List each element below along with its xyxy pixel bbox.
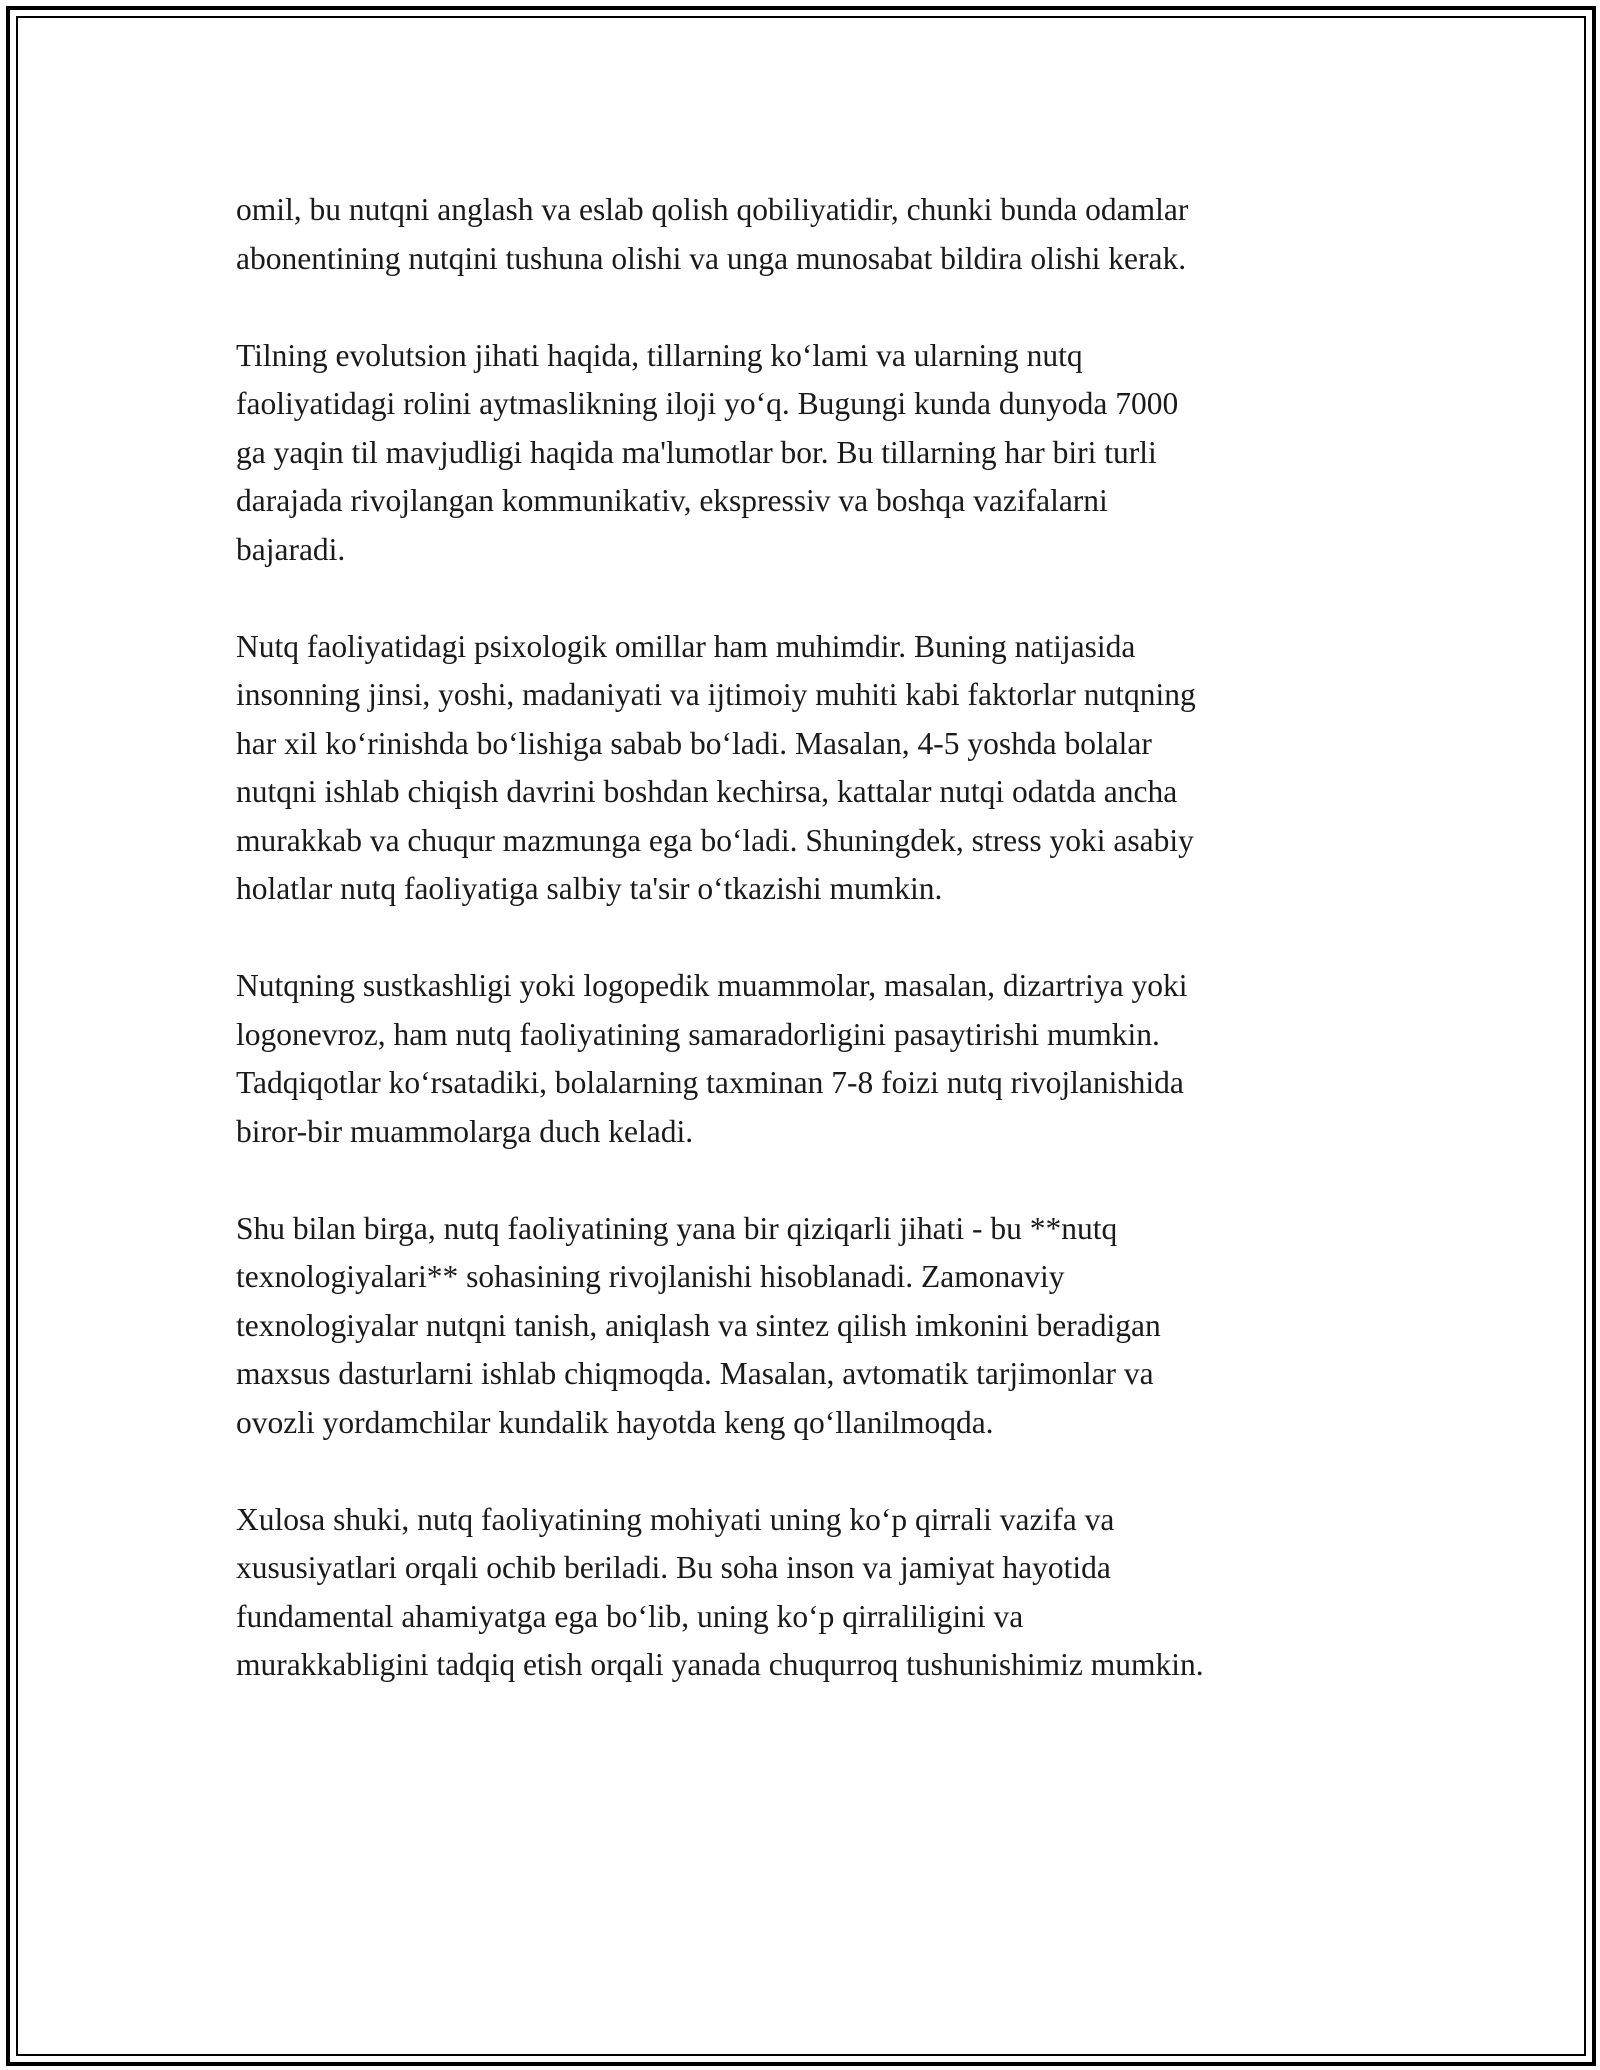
text-line: fundamental ahamiyatga ega bo‘lib, uning ko‘p qirraliligini va bbox=[236, 1598, 1024, 1634]
text-line: insonning jinsi, yoshi, madaniyati va ijtimoiy muhiti kabi faktorlar nutqning bbox=[236, 677, 1196, 712]
text-line: har xil ko‘rinishda bo‘lishiga sabab bo‘ladi. Masalan, 4-5 yoshda bolalar bbox=[236, 725, 1152, 761]
text-line: bajaradi. bbox=[236, 531, 346, 567]
text-line: texnologiyalar nutqni tanish, aniqlash va sintez qilish imkonini beradigan bbox=[236, 1307, 1161, 1343]
paragraph-6 bbox=[236, 1496, 1386, 1690]
text-line: murakkab va chuqur mazmunga ega bo‘ladi. Shuningdek, stress yoki asabiy bbox=[236, 822, 1194, 858]
paragraph-1 bbox=[236, 186, 1386, 283]
text-line: Xulosa shuki, nutq faoliyatining mohiyati uning ko‘p qirrali vazifa va bbox=[236, 1501, 1115, 1537]
text-line: ga yaqin til mavjudligi haqida ma'lumotlar bor. Bu tillarning har biri turli bbox=[236, 434, 1157, 470]
text-line: abonentining nutqini tushuna olishi va unga munosabat bildira olishi kerak. bbox=[236, 240, 1187, 276]
paragraph-3 bbox=[236, 623, 1386, 914]
text-line: texnologiyalari** sohasining rivojlanishi hisoblanadi. Zamonaviy bbox=[236, 1259, 1065, 1294]
text-line: xususiyatlari orqali ochib beriladi. Bu soha inson va jamiyat hayotida bbox=[236, 1550, 1111, 1585]
paragraph-5 bbox=[236, 1205, 1386, 1448]
text-line: Nutqning sustkashligi yoki logopedik muammolar, masalan, dizartriya yoki bbox=[236, 968, 1188, 1003]
text-line: ovozli yordamchilar kundalik hayotda keng qo‘llanilmoqda. bbox=[236, 1404, 994, 1440]
text-line: nutqni ishlab chiqish davrini boshdan kechirsa, kattalar nutqi odatda ancha bbox=[236, 774, 1178, 809]
text-line: omil, bu nutqni anglash va eslab qolish qobiliyatidir, chunki bunda odamlar bbox=[236, 192, 1189, 227]
text-line: Nutq faoliyatidagi psixologik omillar ham muhimdir. Buning natijasida bbox=[236, 628, 1136, 664]
text-line: Tilning evolutsion jihati haqida, tillarning ko‘lami va ularning nutq bbox=[236, 337, 1083, 373]
text-line: maxsus dasturlarni ishlab chiqmoqda. Masalan, avtomatik tarjimonlar va bbox=[236, 1356, 1154, 1391]
text-line: Tadqiqotlar ko‘rsatadiki, bolalarning taxminan 7-8 foizi nutq rivojlanishida bbox=[236, 1065, 1184, 1100]
text-line: holatlar nutq faoliyatiga salbiy ta'sir o‘tkazishi mumkin. bbox=[236, 871, 943, 906]
text-line: Shu bilan birga, nutq faoliyatining yana bir qiziqarli jihati - bu **nutq bbox=[236, 1210, 1118, 1246]
text-line: faoliyatidagi rolini aytmaslikning iloji yo‘q. Bugungi kunda dunyoda 7000 bbox=[236, 386, 1179, 421]
text-line: murakkabligini tadqiq etish orqali yanada chuqurroq tushunishimiz mumkin. bbox=[236, 1647, 1204, 1682]
document-body bbox=[236, 186, 1386, 1738]
text-line: logonevroz, ham nutq faoliyatining samaradorligini pasaytirishi mumkin. bbox=[236, 1016, 1160, 1052]
text-line: biror-bir muammolarga duch keladi. bbox=[236, 1113, 694, 1149]
text-line: darajada rivojlangan kommunikativ, ekspressiv va boshqa vazifalarni bbox=[236, 483, 1108, 518]
paragraph-4 bbox=[236, 962, 1386, 1156]
paragraph-2 bbox=[236, 332, 1386, 575]
